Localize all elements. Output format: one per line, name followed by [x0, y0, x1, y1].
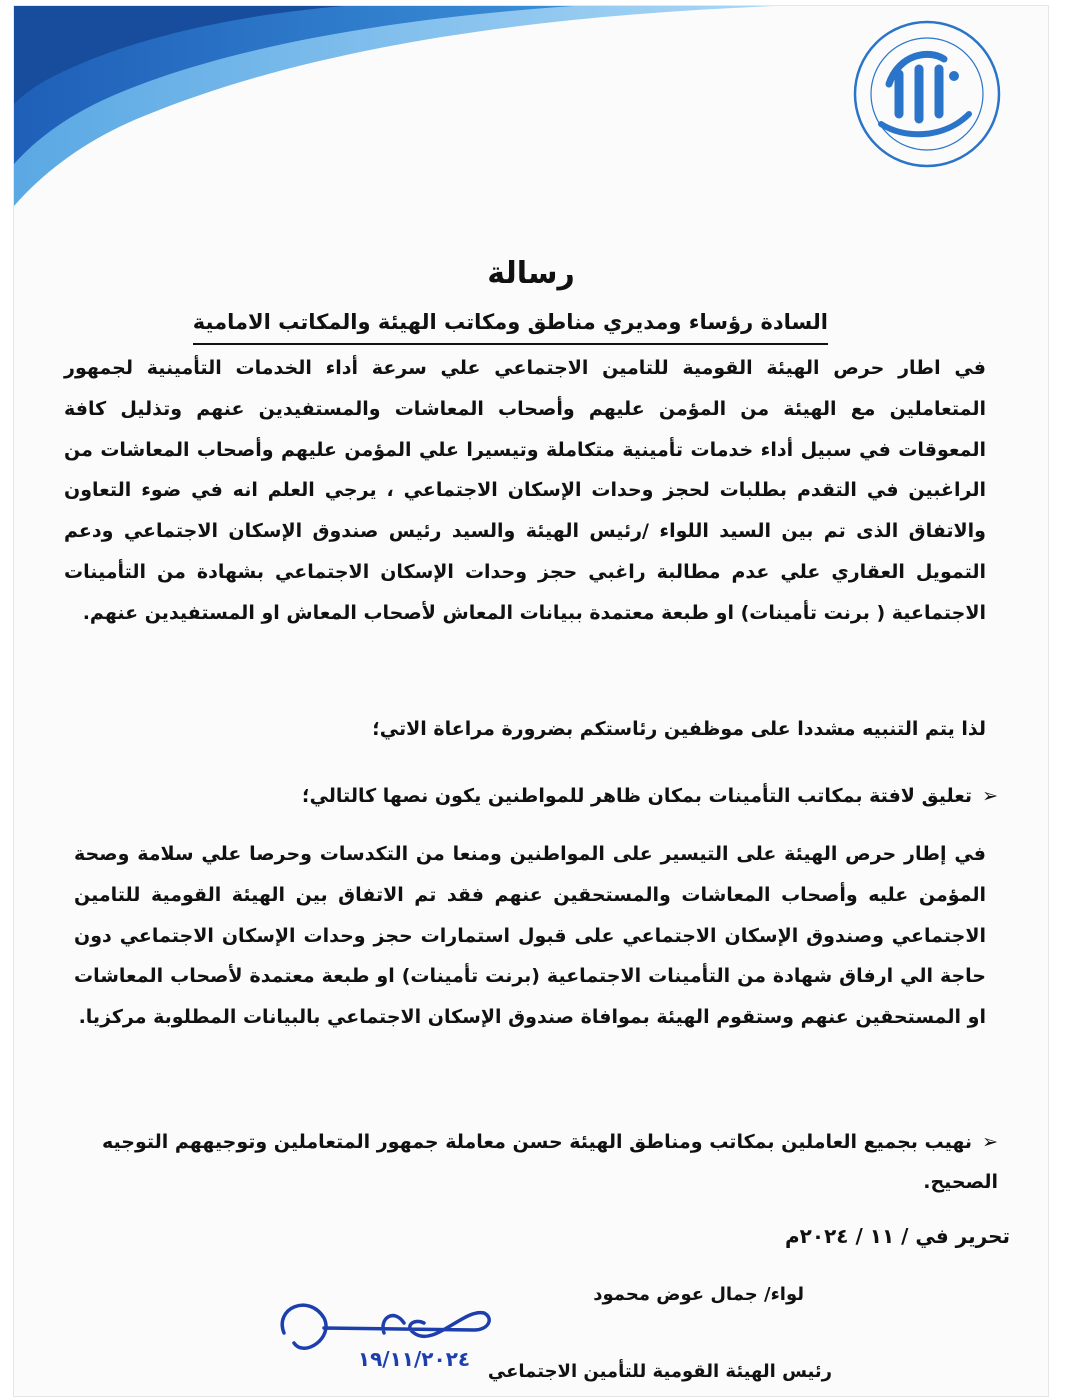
signer-title: رئيس الهيئة القومية للتأمين الاجتماعي [487, 1361, 832, 1382]
bullet-item-staff [78, 1122, 998, 1202]
sign-text-quote: في إطار حرص الهيئة على التيسير على المواطنين ومنعا من التكدسات وحرصا علي سلامة وصحة المؤمن عليه وأصحاب المعاشات والمستحقين عنهم فقد تم الاتفاق بين الهيئة القومية للتامين الاجتماعي وصندوق الإسكان الاجتماعي على قبول استمارات حجز وحدات الإسكان الاجتماعي دون حاجة الي ارفاق شهادة من التأمينات الاجتماعية (برنت تأمينات) او طبعة معتمدة لأصحاب المعاشات او المستحقين عنهم وستقوم الهيئة بموافاة صندوق الإسكان الاجتماعي بالبيانات المطلوبة مركزيا. [74, 843, 986, 1029]
issue-date: تحرير في / ١١ / ٢٠٢٤م [785, 1224, 1010, 1248]
letter-title: رسالة [487, 256, 575, 291]
arrow-bullet-icon: ➢ [982, 785, 998, 807]
bullet-item-sign [48, 776, 998, 816]
organization-logo [819, 14, 1024, 184]
signature-date: ١٩/١١/٢٠٢٤ [357, 1347, 471, 1371]
letter-body: في اطار حرص الهيئة القومية للتامين الاجتماعي علي سرعة أداء الخدمات التأمينية لجمهور المتعاملين مع الهيئة من المؤمن عليهم وأصحاب المعاشات والمستفيدين عنهم وتذليل كافة المعوقات في سبيل أداء خدمات تأمينية متكاملة وتيسيرا علي المؤمن عليهم وأصحاب المعاشات من الراغبين في التقدم بطلبات لحجز وحدات الإسكان الاجتماعي ، يرجي العلم انه في ضوء التعاون والاتفاق الذى تم بين السيد اللواء /رئيس الهيئة والسيد رئيس صندوق الإسكان الاجتماعي ودعم التمويل العقاري علي عدم مطالبة راغبي حجز وحدات الإسكان الاجتماعي بشهادة من التأمينات الاجتماعية ( برنت تأمينات) او طبعة معتمدة ببيانات المعاش لأصحاب المعاش او المستفيدين عنهم. [64, 357, 986, 624]
bullet-text: نهيب بجميع العاملين بمكاتب ومناطق الهيئة حسن معاملة جمهور المتعاملين وتوجيههم التوجيه الصحيح. [102, 1131, 998, 1193]
header-swoosh-decoration [14, 6, 774, 216]
letter-page [14, 6, 1048, 1396]
letter-addressee [193, 302, 828, 345]
notice-line: لذا يتم التنبيه مشددا على موظفين رئاستكم بضرورة مراعاة الاتي؛ [372, 718, 986, 740]
arrow-bullet-icon: ➢ [982, 1131, 998, 1153]
signer-name: لواء/ جمال عوض محمود [593, 1284, 804, 1305]
addressee-line: السادة رؤساء ومديري مناطق ومكاتب الهيئة والمكاتب الامامية [193, 302, 828, 345]
bullet-text: تعليق لافتة بمكاتب التأمينات بمكان ظاهر للمواطنين يكون نصها كالتالي؛ [301, 785, 973, 807]
